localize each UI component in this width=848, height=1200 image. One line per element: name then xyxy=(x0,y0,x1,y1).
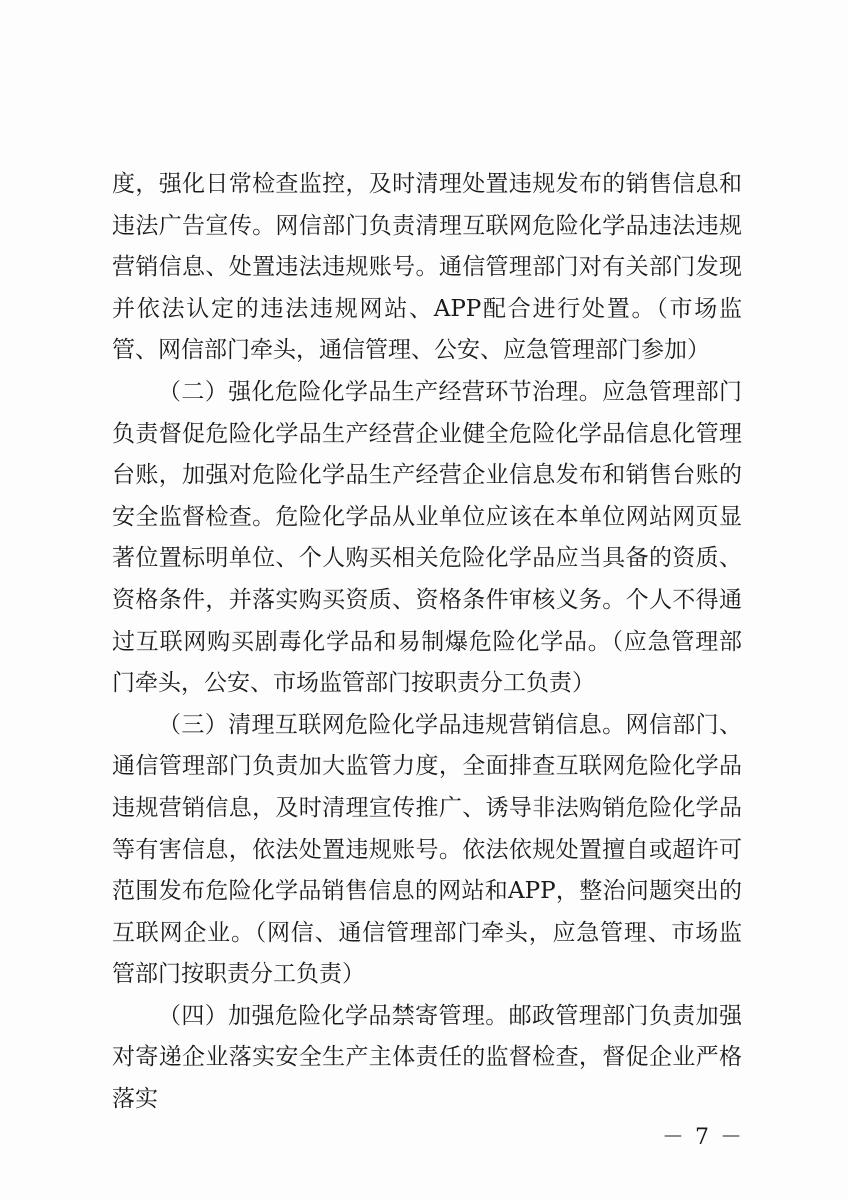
paragraph-3: （三）清理互联网危险化学品违规营销信息。网信部门、通信管理部门负责加大监管力度，全面排查互联网危险化学品违规营销信息，及时清理宣传推广、诱导非法购销危险化学品等有害信息，依法处置违规账号。依法依规处置擅自或超许可范围发布危险化学品销售信息的网站和APP，整治问题突出的互联网企业。（网信、通信管理部门牵头，应急管理、市场监管部门按职责分工负责） xyxy=(112,711,742,988)
paragraph-2: （二）强化危险化学品生产经营环节治理。应急管理部门负责督促危险化学品生产经营企业健全危险化学品信息化管理台账，加强对危险化学品生产经营企业信息发布和销售台账的安全监督检查。危险化学品从业单位应该在本单位网站网页显著位置标明单位、个人购买相关危险化学品应当具备的资质、资格条件，并落实购买资质、资格条件审核义务。个人不得通过互联网购买剧毒化学品和易制爆危险化学品。（应急管理部门牵头，公安、市场监管部门按职责分工负责） xyxy=(112,378,742,697)
paragraph-4: （四）加强危险化学品禁寄管理。邮政管理部门负责加强对寄递企业落实安全生产主体责任的监督检查，督促企业严格落实 xyxy=(112,1002,742,1113)
paragraph-1: 度，强化日常检查监控，及时清理处置违规发布的销售信息和违法广告宣传。网信部门负责清理互联网危险化学品违法违规营销信息、处置违法违规账号。通信管理部门对有关部门发现并依法认定的违法违规网站、APP配合进行处置。（市场监管、网信部门牵头，通信管理、公安、应急管理部门参加） xyxy=(112,171,742,364)
page-number: － 7 － xyxy=(662,1125,744,1150)
body-text xyxy=(112,164,742,1121)
